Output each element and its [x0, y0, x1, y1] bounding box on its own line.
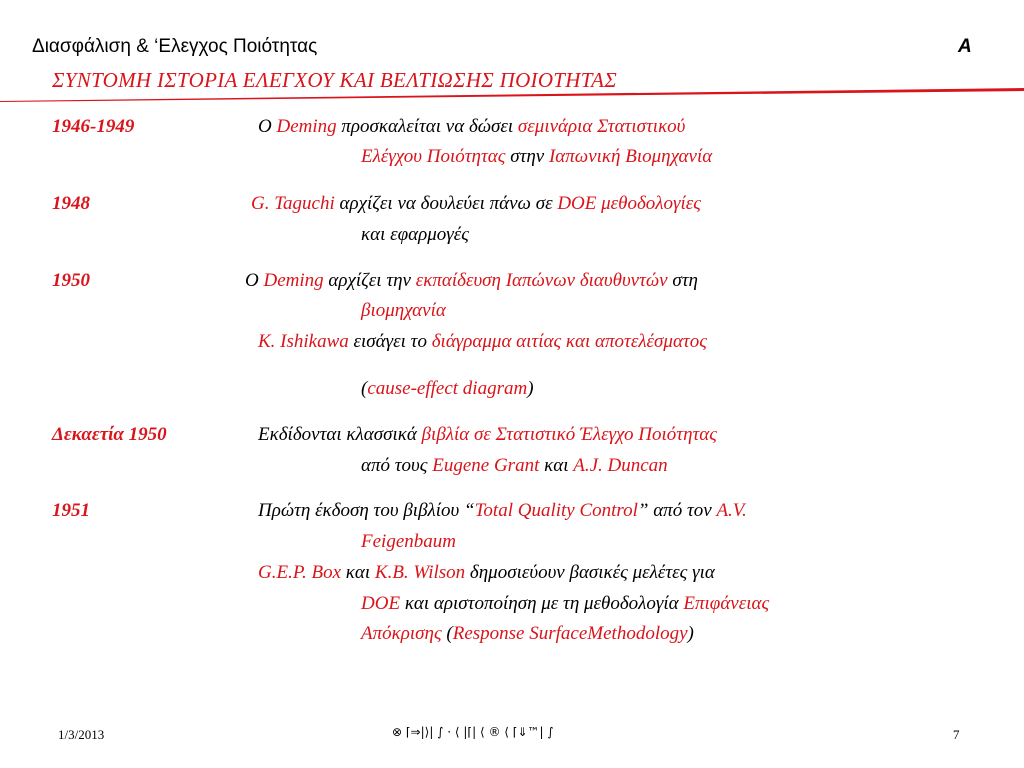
highlighted-term: εκπαίδευση Ιαπώνων διαυθυντών	[415, 270, 668, 291]
highlighted-term: K.B. Wilson	[374, 562, 466, 583]
timeline-line	[258, 116, 685, 138]
timeline-line	[361, 623, 694, 645]
timeline-line	[361, 146, 712, 168]
line-text: (	[361, 378, 368, 399]
line-text: εισάγει το	[348, 331, 432, 352]
timeline-line	[258, 331, 707, 353]
highlighted-term: cause-effect diagram	[367, 378, 528, 399]
highlighted-term: Απόκρισης	[361, 623, 442, 644]
highlighted-term: βιομηχανία	[361, 300, 446, 321]
line-text: Εκδίδονται κλασσικά	[258, 424, 422, 445]
timeline-line	[361, 593, 769, 615]
highlighted-term: Ελέγχου Ποιότητας	[361, 146, 506, 167]
highlighted-term: βιβλία σε Στατιστικό Έλεγχο Ποιότητας	[421, 424, 717, 445]
line-text: στην	[505, 146, 549, 167]
highlighted-term: K. Ishikawa	[258, 331, 349, 352]
highlighted-term: Ιαπωνική Βιομηχανία	[548, 146, 713, 167]
line-text: )	[527, 378, 534, 399]
line-text: Ο	[258, 116, 277, 137]
timeline-line	[361, 531, 456, 553]
highlighted-term: Total Quality Control	[474, 500, 638, 521]
line-text: Ο	[245, 270, 264, 291]
line-text: και	[539, 455, 574, 476]
highlighted-term: DOE μεθοδολογίες	[557, 193, 701, 214]
line-text: αρχίζει την	[323, 270, 416, 291]
timeline-year: 1950	[52, 270, 90, 291]
timeline-line	[361, 300, 446, 322]
line-text: Πρώτη έκδοση του βιβλίου “	[258, 500, 475, 521]
highlighted-term: A.J. Duncan	[573, 455, 668, 476]
line-text: (	[441, 623, 453, 644]
highlighted-term: DOE	[361, 593, 401, 614]
timeline-line	[258, 424, 717, 446]
line-text: και εφαρμογές	[361, 224, 469, 245]
highlighted-term: G.E.P. Box	[258, 562, 342, 583]
highlighted-term: Deming	[263, 270, 324, 291]
highlighted-term: G. Taguchi	[251, 193, 335, 214]
timeline-year: 1951	[52, 500, 90, 521]
highlighted-term: διάγραμμα αιτίας και αποτελέσματος	[431, 331, 707, 352]
timeline-year: Δεκαετία 1950	[52, 424, 167, 445]
timeline-line	[258, 562, 715, 584]
timeline-line	[258, 500, 747, 522]
timeline-line	[361, 378, 534, 400]
timeline-line	[245, 270, 698, 292]
line-text: προσκαλείται να δώσει	[336, 116, 518, 137]
highlighted-term: Deming	[276, 116, 337, 137]
timeline-year: 1948	[52, 193, 90, 214]
line-text: )	[687, 623, 694, 644]
highlighted-term: Feigenbaum	[361, 531, 456, 552]
line-text: δημοσιεύουν βασικές μελέτες για	[465, 562, 715, 583]
highlighted-term: Επιφάνειας	[683, 593, 770, 614]
line-text: από τους	[361, 455, 433, 476]
timeline-line	[251, 193, 701, 215]
slide-heading: ΣΥΝΤΟΜΗ ΙΣΤΟΡΙΑ ΕΛΕΓΧΟΥ ΚΑΙ ΒΕΛΤΙΩΣΗΣ ΠΟΙΟΤΗΤΑΣ	[52, 68, 618, 92]
line-text: ” από τον	[637, 500, 717, 521]
line-text: στη	[667, 270, 698, 291]
highlighted-term: Eugene Grant	[432, 455, 540, 476]
footer-date: 1/3/2013	[58, 727, 105, 742]
footer-garbled-text: ⊗ ⌈⇒|⟩| ∫ · ⟨ |⌈| ⟨ ® ⟨ ⌈⇓™| ∫	[392, 725, 554, 739]
highlighted-term: A.V.	[716, 500, 747, 521]
header-letter: A	[958, 36, 972, 57]
highlighted-term: σεμινάρια Στατιστικού	[517, 116, 686, 137]
timeline-line	[361, 224, 469, 246]
line-text: αρχίζει να δουλεύει πάνω σε	[334, 193, 558, 214]
header-title: Διασφάλιση & ‘Ελεγχος Ποιότητας	[32, 36, 318, 57]
timeline-year: 1946-1949	[52, 116, 135, 137]
timeline-line	[361, 455, 668, 477]
line-text: και αριστοποίηση με τη μεθοδολογία	[400, 593, 684, 614]
highlighted-term: Response SurfaceMethodology	[452, 623, 688, 644]
line-text: και	[341, 562, 375, 583]
page-number: 7	[953, 727, 960, 742]
